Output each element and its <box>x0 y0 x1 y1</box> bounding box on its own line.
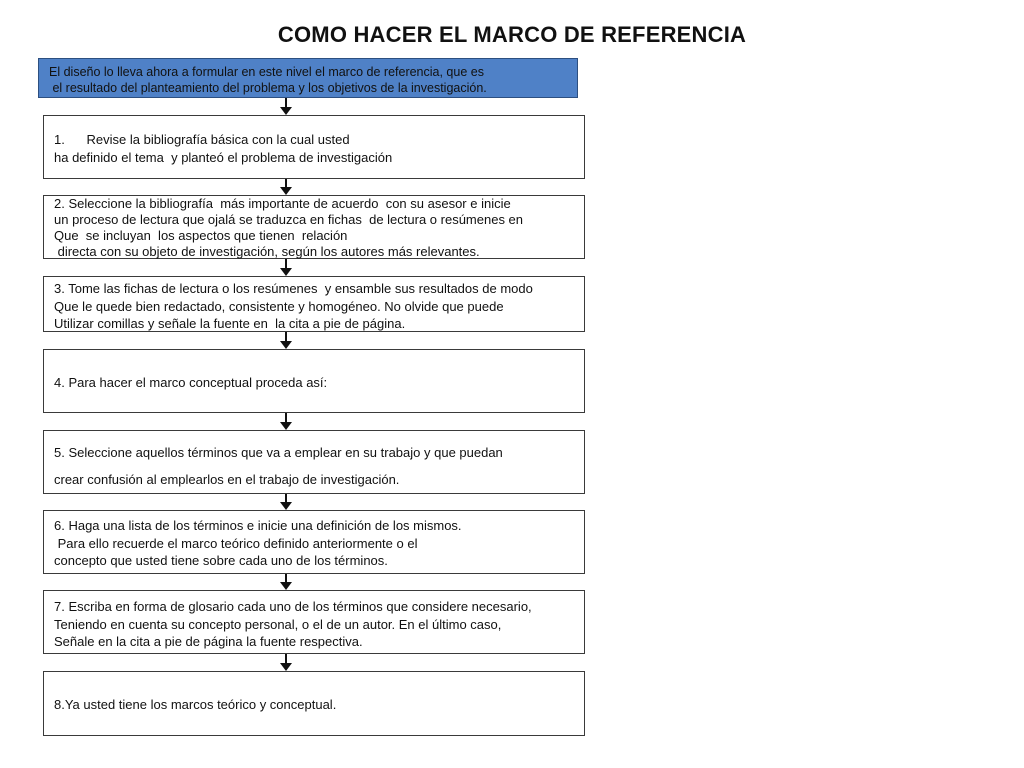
step-box-5 <box>43 430 585 494</box>
step-line: 7. Escriba en forma de glosario cada uno de los términos que considere necesario, <box>54 599 532 614</box>
flow-arrow <box>280 259 292 276</box>
step-line: 4. Para hacer el marco conceptual proceda así: <box>54 375 328 390</box>
step-line: crear confusión al emplearlos en el trabajo de investigación. <box>54 472 400 487</box>
step-line: 2. Seleccione la bibliografía más importante de acuerdo con su asesor e inicie <box>54 196 511 211</box>
step-line: Que le quede bien redactado, consistente y homogéneo. No olvide que puede <box>54 298 504 314</box>
step-line: Utilizar comillas y señale la fuente en la cita a pie de página. <box>54 316 406 331</box>
step-line: directa con su objeto de investigación, según los autores más relevantes. <box>54 244 480 259</box>
flow-arrow <box>280 654 292 671</box>
step-line: 3. Tome las fichas de lectura o los resúmenes y ensamble sus resultados de modo <box>54 281 533 296</box>
step-box-6 <box>43 510 585 574</box>
step-line: concepto que usted tiene sobre cada uno de los términos. <box>54 553 388 568</box>
step-box-3 <box>43 276 585 332</box>
step-box-2 <box>43 195 585 259</box>
intro-line: El diseño lo lleva ahora a formular en este nivel el marco de referencia, que es <box>49 65 484 79</box>
intro-box <box>38 58 578 98</box>
step-line: Para ello recuerde el marco teórico definido anteriormente o el <box>54 535 418 551</box>
step-line: 8.Ya usted tiene los marcos teórico y conceptual. <box>54 697 337 712</box>
step-line: Señale en la cita a pie de página la fuente respectiva. <box>54 634 363 649</box>
flow-arrow <box>280 98 292 115</box>
flow-arrow <box>280 179 292 195</box>
flow-arrow <box>280 332 292 349</box>
step-box-8 <box>43 671 585 736</box>
step-box-1 <box>43 115 585 179</box>
step-line: Teniendo en cuenta su concepto personal, o el de un autor. En el último caso, <box>54 616 502 632</box>
step-line: 5. Seleccione aquellos términos que va a emplear en su trabajo y que puedan <box>54 445 503 460</box>
step-line: un proceso de lectura que ojalá se traduzca en fichas de lectura o resúmenes en <box>54 212 524 227</box>
flow-arrow <box>280 494 292 510</box>
flow-arrow <box>280 413 292 430</box>
flow-arrow <box>280 574 292 590</box>
step-line: ha definido el tema y planteó el problema de investigación <box>54 149 393 165</box>
page-title: COMO HACER EL MARCO DE REFERENCIA <box>277 22 747 47</box>
step-box-4 <box>43 349 585 413</box>
step-line: 1. Revise la bibliografía básica con la cual usted <box>54 132 350 147</box>
step-line: Que se incluyan los aspectos que tienen relación <box>54 228 348 243</box>
step-box-7 <box>43 590 585 654</box>
intro-line: el resultado del planteamiento del problema y los objetivos de la investigación. <box>49 81 487 95</box>
step-line: 6. Haga una lista de los términos e inicie una definición de los mismos. <box>54 518 462 533</box>
